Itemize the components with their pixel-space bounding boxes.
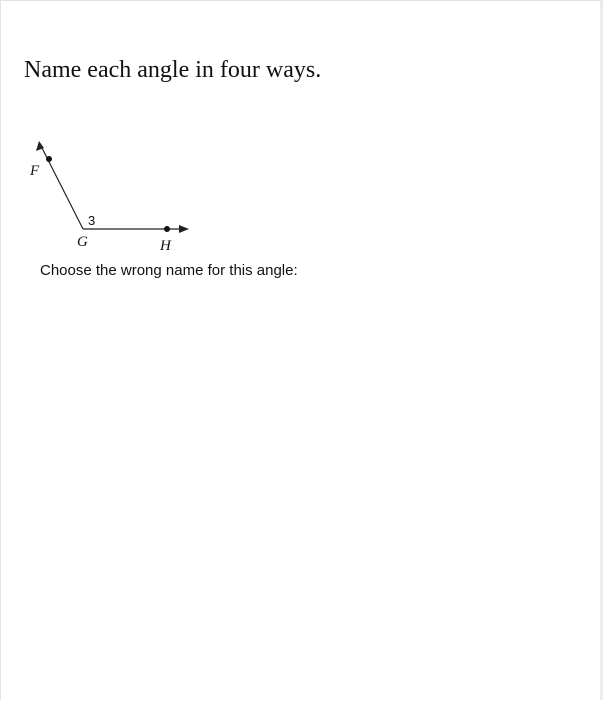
angle-number-label: 3	[88, 213, 96, 228]
label-g: G	[77, 234, 88, 250]
label-h: H	[160, 238, 171, 254]
question-prompt: Choose the wrong name for this angle:	[40, 262, 298, 279]
point-h-dot	[164, 226, 170, 232]
question-title: Name each angle in four ways.	[24, 57, 322, 83]
label-f: F	[30, 163, 40, 179]
angle-figure	[1, 1, 607, 701]
point-f-dot	[46, 156, 52, 162]
arrowhead-gh	[179, 225, 189, 233]
